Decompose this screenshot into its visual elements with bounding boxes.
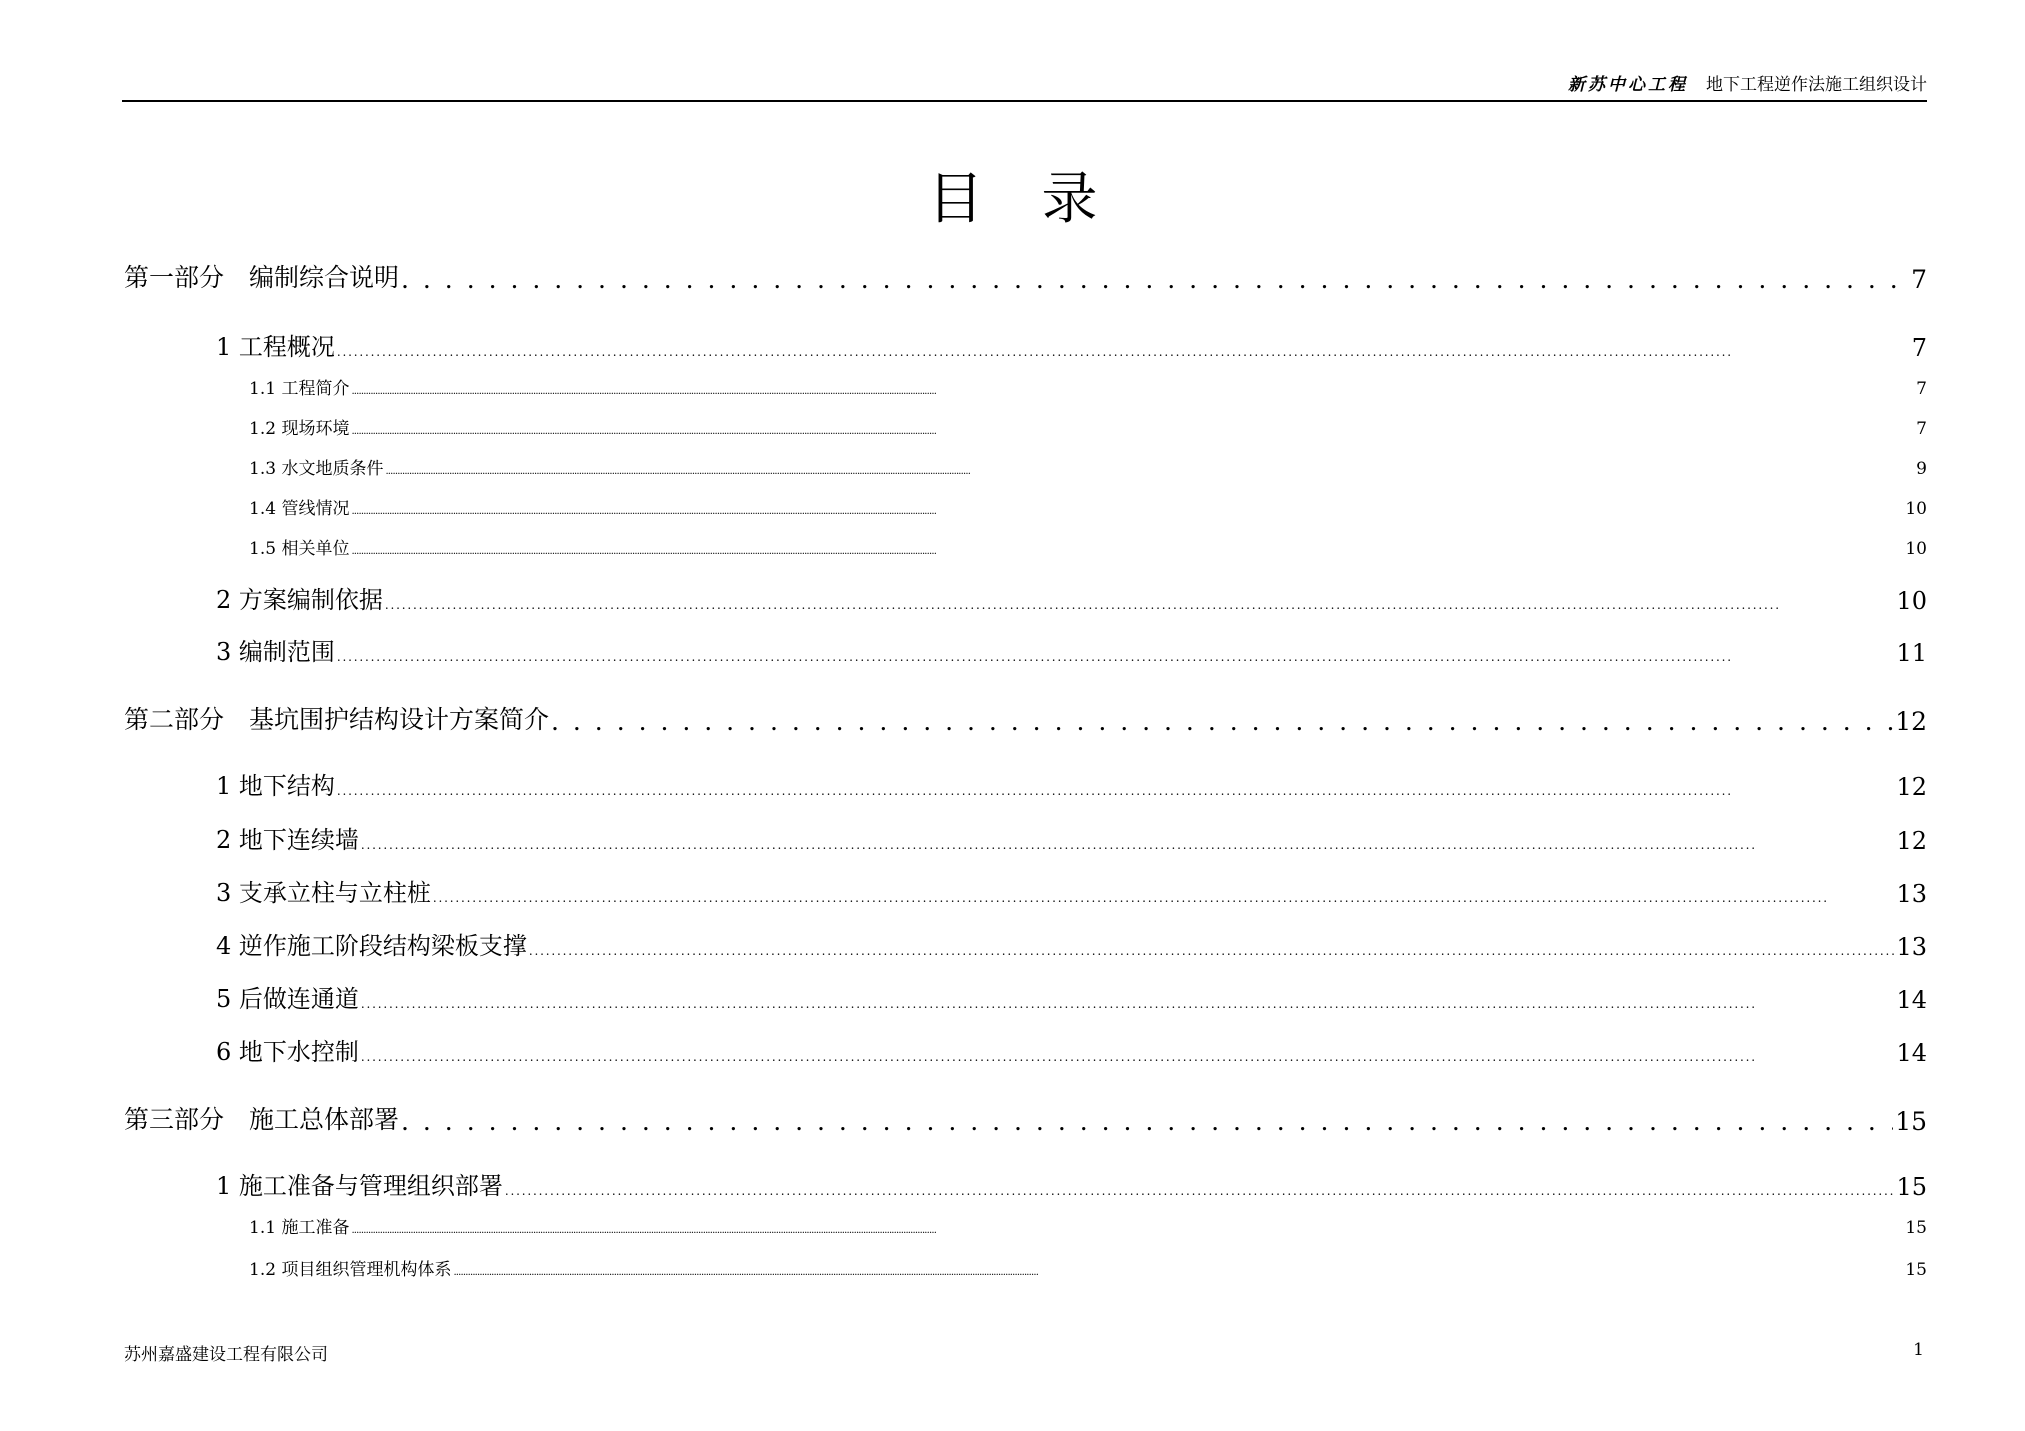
toc-entry-label: 1.1 工程简介 xyxy=(249,379,350,399)
toc-dot-leader xyxy=(401,265,1909,294)
toc-entry-label: 1.5 相关单位 xyxy=(249,539,350,559)
toc-entry-label: 4 逆作施工阶段结构梁板支撑 xyxy=(216,932,527,960)
toc-entry[interactable] xyxy=(124,766,1927,801)
toc-entry-label: 2 地下连续墙 xyxy=(216,826,359,854)
toc-entry[interactable] xyxy=(124,534,1927,559)
toc-entry-label: 1 施工准备与管理组织部署 xyxy=(216,1172,503,1200)
toc-entry-label: 第三部分 施工总体部署 xyxy=(124,1105,400,1134)
toc-entry-label: 1.4 管线情况 xyxy=(249,499,350,519)
footer-page-number: 1 xyxy=(1913,1340,1924,1360)
toc-entry[interactable] xyxy=(124,494,1927,519)
toc-entry[interactable] xyxy=(124,374,1927,399)
toc-entry[interactable] xyxy=(124,327,1927,362)
toc-entry-label: 1.1 施工准备 xyxy=(249,1218,350,1238)
toc-dot-leader xyxy=(433,891,1895,908)
toc-entry[interactable] xyxy=(124,926,1927,961)
toc-entry-label: 1 工程概况 xyxy=(216,333,335,361)
toc-entry-page: 10 xyxy=(1905,499,1927,519)
toc-entry-label: 1.3 水文地质条件 xyxy=(249,459,384,479)
toc-entry-page: 9 xyxy=(1916,459,1927,479)
page-title: 目录 xyxy=(927,167,1156,232)
toc-dot-leader xyxy=(361,997,1895,1014)
toc-entry-label: 1.2 项目组织管理机构体系 xyxy=(249,1260,452,1280)
toc-entry-page: 7 xyxy=(1911,265,1927,294)
toc-dot-leader xyxy=(351,1225,1903,1238)
toc-entry[interactable] xyxy=(124,1100,1927,1136)
toc-entry[interactable] xyxy=(124,873,1927,908)
toc-dot-leader xyxy=(385,598,1895,615)
toc-entry-page: 12 xyxy=(1896,773,1927,801)
toc-entry-label: 第一部分 编制综合说明 xyxy=(124,263,400,292)
toc-entry[interactable] xyxy=(124,1255,1927,1280)
toc-entry-page: 11 xyxy=(1896,639,1927,667)
toc-dot-leader xyxy=(351,426,1914,439)
toc-dot-leader xyxy=(551,707,1893,736)
toc-dot-leader xyxy=(351,546,1903,559)
toc-entry-page: 7 xyxy=(1916,379,1927,399)
toc-entry[interactable] xyxy=(124,979,1927,1014)
header-company: 新苏中心工程 xyxy=(1568,75,1688,95)
toc-entry[interactable] xyxy=(124,580,1927,615)
toc-dot-leader xyxy=(351,506,1903,519)
toc-entry-label: 5 后做连通道 xyxy=(216,985,359,1013)
toc-dot-leader xyxy=(529,944,1895,961)
toc-entry[interactable] xyxy=(124,454,1927,479)
toc-entry-page: 15 xyxy=(1905,1260,1927,1280)
toc-entry[interactable] xyxy=(124,258,1927,294)
toc-entry-page: 13 xyxy=(1896,933,1927,961)
toc-dot-leader xyxy=(453,1267,1903,1280)
toc-entry-label: 1.2 现场环境 xyxy=(249,419,350,439)
toc-entry-page: 15 xyxy=(1896,1173,1927,1201)
toc-dot-leader xyxy=(361,838,1895,855)
toc-entry-page: 12 xyxy=(1896,827,1927,855)
toc-dot-leader xyxy=(351,386,1914,399)
toc-entry-label: 3 支承立柱与立柱桩 xyxy=(216,879,431,907)
toc-entry-label: 2 方案编制依据 xyxy=(216,586,383,614)
toc-entry[interactable] xyxy=(124,700,1927,736)
toc-entry-page: 10 xyxy=(1905,539,1927,559)
toc-entry-page: 10 xyxy=(1896,587,1927,615)
toc-entry-page: 14 xyxy=(1896,986,1927,1014)
toc-entry-page: 15 xyxy=(1895,1107,1927,1136)
toc-dot-leader xyxy=(337,345,1910,362)
toc-entry[interactable] xyxy=(124,414,1927,439)
footer-company: 苏州嘉盛建设工程有限公司 xyxy=(124,1345,328,1365)
toc-entry[interactable] xyxy=(124,1166,1927,1201)
page-header xyxy=(122,70,1927,102)
toc-entry-page: 15 xyxy=(1905,1218,1927,1238)
toc-entry-page: 14 xyxy=(1896,1039,1927,1067)
toc-dot-leader xyxy=(401,1107,1893,1136)
toc-entry-page: 12 xyxy=(1895,707,1927,736)
toc-entry-page: 7 xyxy=(1911,334,1927,362)
toc-entry[interactable] xyxy=(124,820,1927,855)
toc-entry-label: 第二部分 基坑围护结构设计方案简介 xyxy=(124,705,550,734)
toc-entry-label: 6 地下水控制 xyxy=(216,1038,359,1066)
toc-dot-leader xyxy=(361,1050,1895,1067)
toc-dot-leader xyxy=(385,466,1914,479)
toc-entry[interactable] xyxy=(124,1032,1927,1067)
toc-entry[interactable] xyxy=(124,1213,1927,1238)
toc-dot-leader xyxy=(505,1184,1895,1201)
toc-entry-page: 13 xyxy=(1896,880,1927,908)
header-doc-title: 地下工程逆作法施工组织设计 xyxy=(1706,75,1927,95)
toc-dot-leader xyxy=(337,650,1895,667)
toc-entry-label: 1 地下结构 xyxy=(216,772,335,800)
toc-entry-page: 7 xyxy=(1916,419,1927,439)
toc-entry-label: 3 编制范围 xyxy=(216,638,335,666)
toc-dot-leader xyxy=(337,784,1895,801)
toc-entry[interactable] xyxy=(124,632,1927,667)
